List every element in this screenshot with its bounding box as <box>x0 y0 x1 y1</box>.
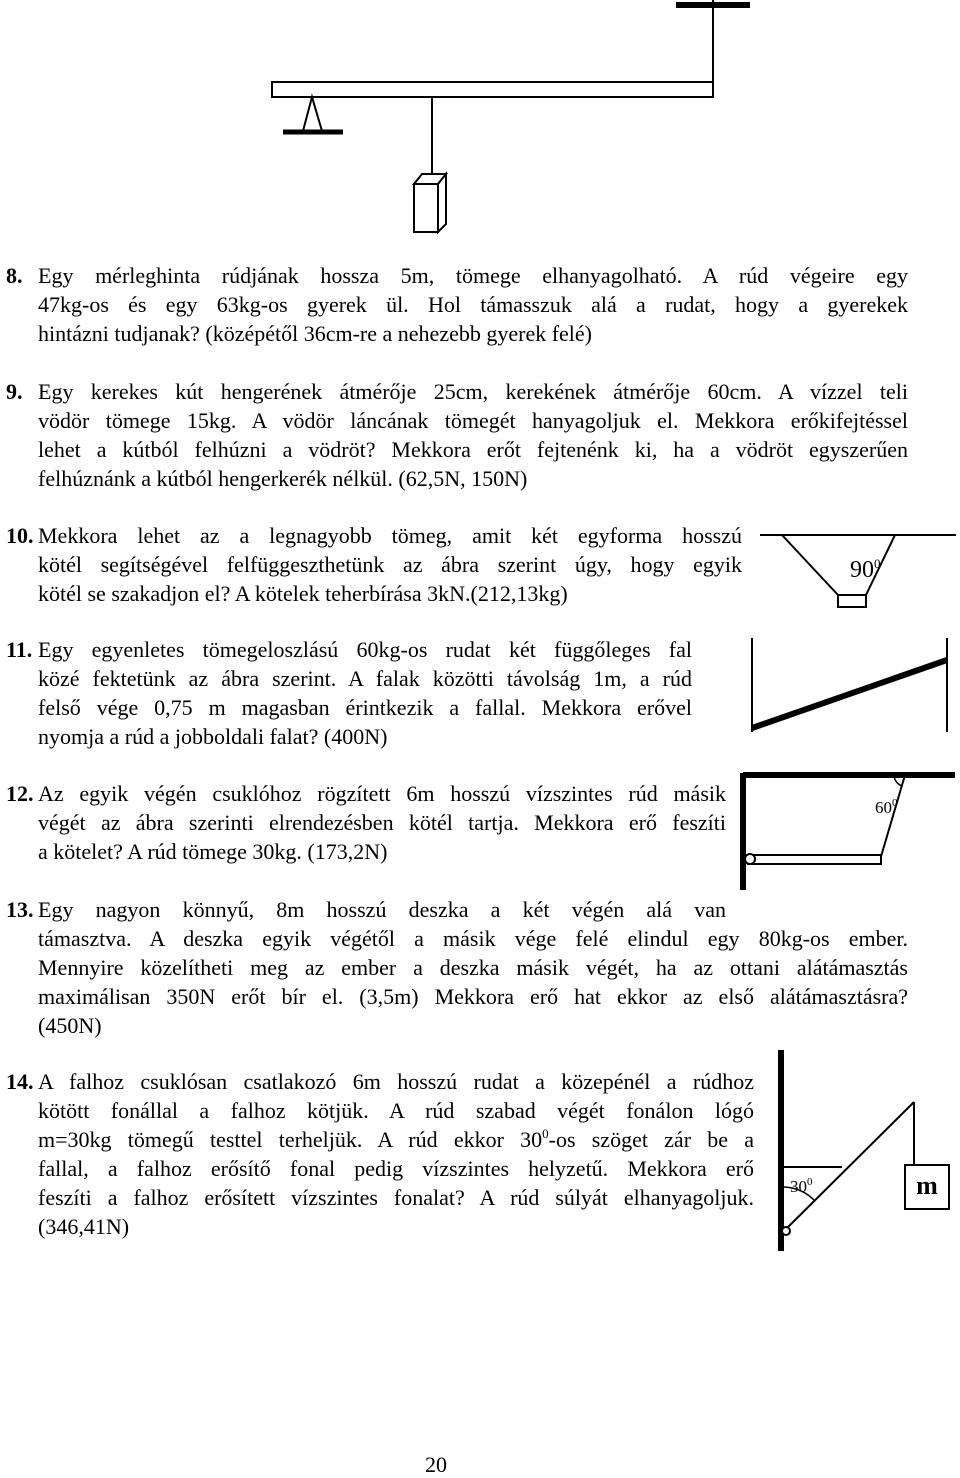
problem-text-line: (346,41N) <box>38 1214 130 1239</box>
problem-number: 14. <box>6 1069 34 1094</box>
problem-text-line: kötött fonállal a falhoz kötjük. A rúd szabad végét fonálon lógó <box>38 1098 754 1123</box>
angle-value: 90 <box>850 557 874 583</box>
problem-text-line: feszíti a falhoz erősített vízszintes fonalat? A rúd súlyát elhanyagoljuk. <box>38 1185 754 1210</box>
hanging-mass <box>838 595 866 607</box>
problem-number: 10. <box>6 523 34 548</box>
angle-value: 30 <box>790 1177 807 1196</box>
problem-text-line: maximálisan 350N erőt bír el. (3,5m) Mekkora erő hat ekkor az első alátámasztásra? <box>38 984 908 1009</box>
problem-number: 11. <box>6 637 33 662</box>
rod <box>748 855 881 864</box>
degree-mark: 0 <box>542 1126 549 1141</box>
problem-10 <box>6 521 742 608</box>
figure-12 <box>740 770 960 895</box>
problem-text-line: Egy mérleghinta rúdjának hossza 5m, tömege elhanyagolható. A rúd végeire egy <box>38 263 908 288</box>
degree-mark: 0 <box>807 1176 813 1188</box>
problem-text-line: Mennyire közelítheti meg az ember a deszka másik végét, ha az ottani alátámasztás <box>38 955 908 980</box>
problem-text-line: felhúznánk a kútból hengerkerék nélkül. (62,5N, 150N) <box>38 466 528 491</box>
problem-text-line: vödör tömege 15kg. A vödör láncának tömegét hanyagoljuk el. Mekkora erőkifejtéssel <box>38 408 908 433</box>
problem-text-line: Mekkora lehet az a legnagyobb tömeg, amit két egyforma hosszú <box>38 523 742 548</box>
angle-label <box>850 557 881 584</box>
problem-number: 8. <box>6 263 23 288</box>
problem-text-line: közé fektetünk az ábra szerint. A falak közötti távolság 1m, a rúd <box>38 666 692 691</box>
problem-text-line: lehet a kútból felhúzni a vödröt? Mekkora erőt fejtenénk ki, ha a vödröt egyszerűen <box>38 437 908 462</box>
problem-text-line: 47kg-os és egy 63kg-os gyerek ül. Hol támasszuk alá a rudat, hogy a gyerekek <box>38 292 908 317</box>
fulcrum-triangle <box>303 97 322 131</box>
problem-12 <box>6 779 726 866</box>
problem-number: 9. <box>6 379 23 404</box>
rod <box>752 660 947 728</box>
angle-label <box>875 798 898 818</box>
page-number: 20 <box>425 1452 447 1477</box>
problem-text-line: (450N) <box>38 1013 102 1038</box>
problem-text-line: végét az ábra szerinti elrendezésben kötél tartja. Mekkora erő feszíti <box>38 810 726 835</box>
hinge-icon <box>745 854 755 864</box>
problem-text-line: felső vége 0,75 m magasban érintkezik a fallal. Mekkora erővel <box>38 695 692 720</box>
weight-box <box>414 174 446 232</box>
problem-text-line: kötél segítségével felfüggeszthetünk az ábra szerint úgy, hogy egyik <box>38 552 742 577</box>
problem-8 <box>6 261 908 348</box>
problem-text-line: kötél se szakadjon el? A kötelek teherbírása 3kN.(212,13kg) <box>38 581 568 606</box>
figure-10 <box>760 520 960 620</box>
angle-value: 60 <box>875 798 892 817</box>
problem-11 <box>6 635 692 751</box>
top-lever-figure <box>0 0 960 240</box>
problem-13 <box>6 895 908 1040</box>
problem-number: 13. <box>6 897 34 922</box>
problem-text-line: m=30kg tömegű testtel terheljük. A rúd ekkor $30^0-os$ szöget zár be a <box>38 1126 754 1152</box>
problem-text-line: Egy nagyon könnyű, 8m hosszú deszka a két végén alá van <box>38 897 726 922</box>
figure-14 <box>770 1045 960 1255</box>
degree-mark: 0 <box>874 556 881 571</box>
mass-label: m <box>916 1171 938 1200</box>
problem-text-line: fallal, a falhoz erősítő fonal pedig vízszintes helyzetű. Mekkora erő <box>38 1156 754 1181</box>
problem-text-line: Az egyik végén csuklóhoz rögzített 6m hosszú vízszintes rúd másik <box>38 781 726 806</box>
problem-text-line: Egy kerekes kút hengerének átmérője 25cm, kerekének átmérője 60cm. A vízzel teli <box>38 379 908 404</box>
lever-bar <box>272 82 713 97</box>
degree-mark: 0 <box>892 797 898 809</box>
rope-left <box>782 535 838 595</box>
problem-text-line: hintázni tudjanak? (középétől 36cm-re a nehezebb gyerek felé) <box>38 321 592 346</box>
problem-14 <box>6 1067 754 1241</box>
problem-text-line: Egy egyenletes tömegeloszlású 60kg-os rudat két függőleges fal <box>38 637 692 662</box>
figure-11 <box>740 630 960 740</box>
problem-9 <box>6 377 908 493</box>
problem-text-line: támasztva. A deszka egyik végétől a másik vége felé elindul egy 80kg-os ember. <box>38 926 908 951</box>
problem-text-line: a kötelet? A rúd tömege 30kg. (173,2N) <box>38 839 388 864</box>
problem-text-line: A falhoz csuklósan csatlakozó 6m hosszú rudat a közepénél a rúdhoz <box>38 1069 754 1094</box>
hinge-icon <box>782 1227 790 1235</box>
problem-number: 12. <box>6 781 34 806</box>
angle-label <box>790 1177 813 1197</box>
problem-text-line: nyomja a rúd a jobboldali falat? (400N) <box>38 724 388 749</box>
